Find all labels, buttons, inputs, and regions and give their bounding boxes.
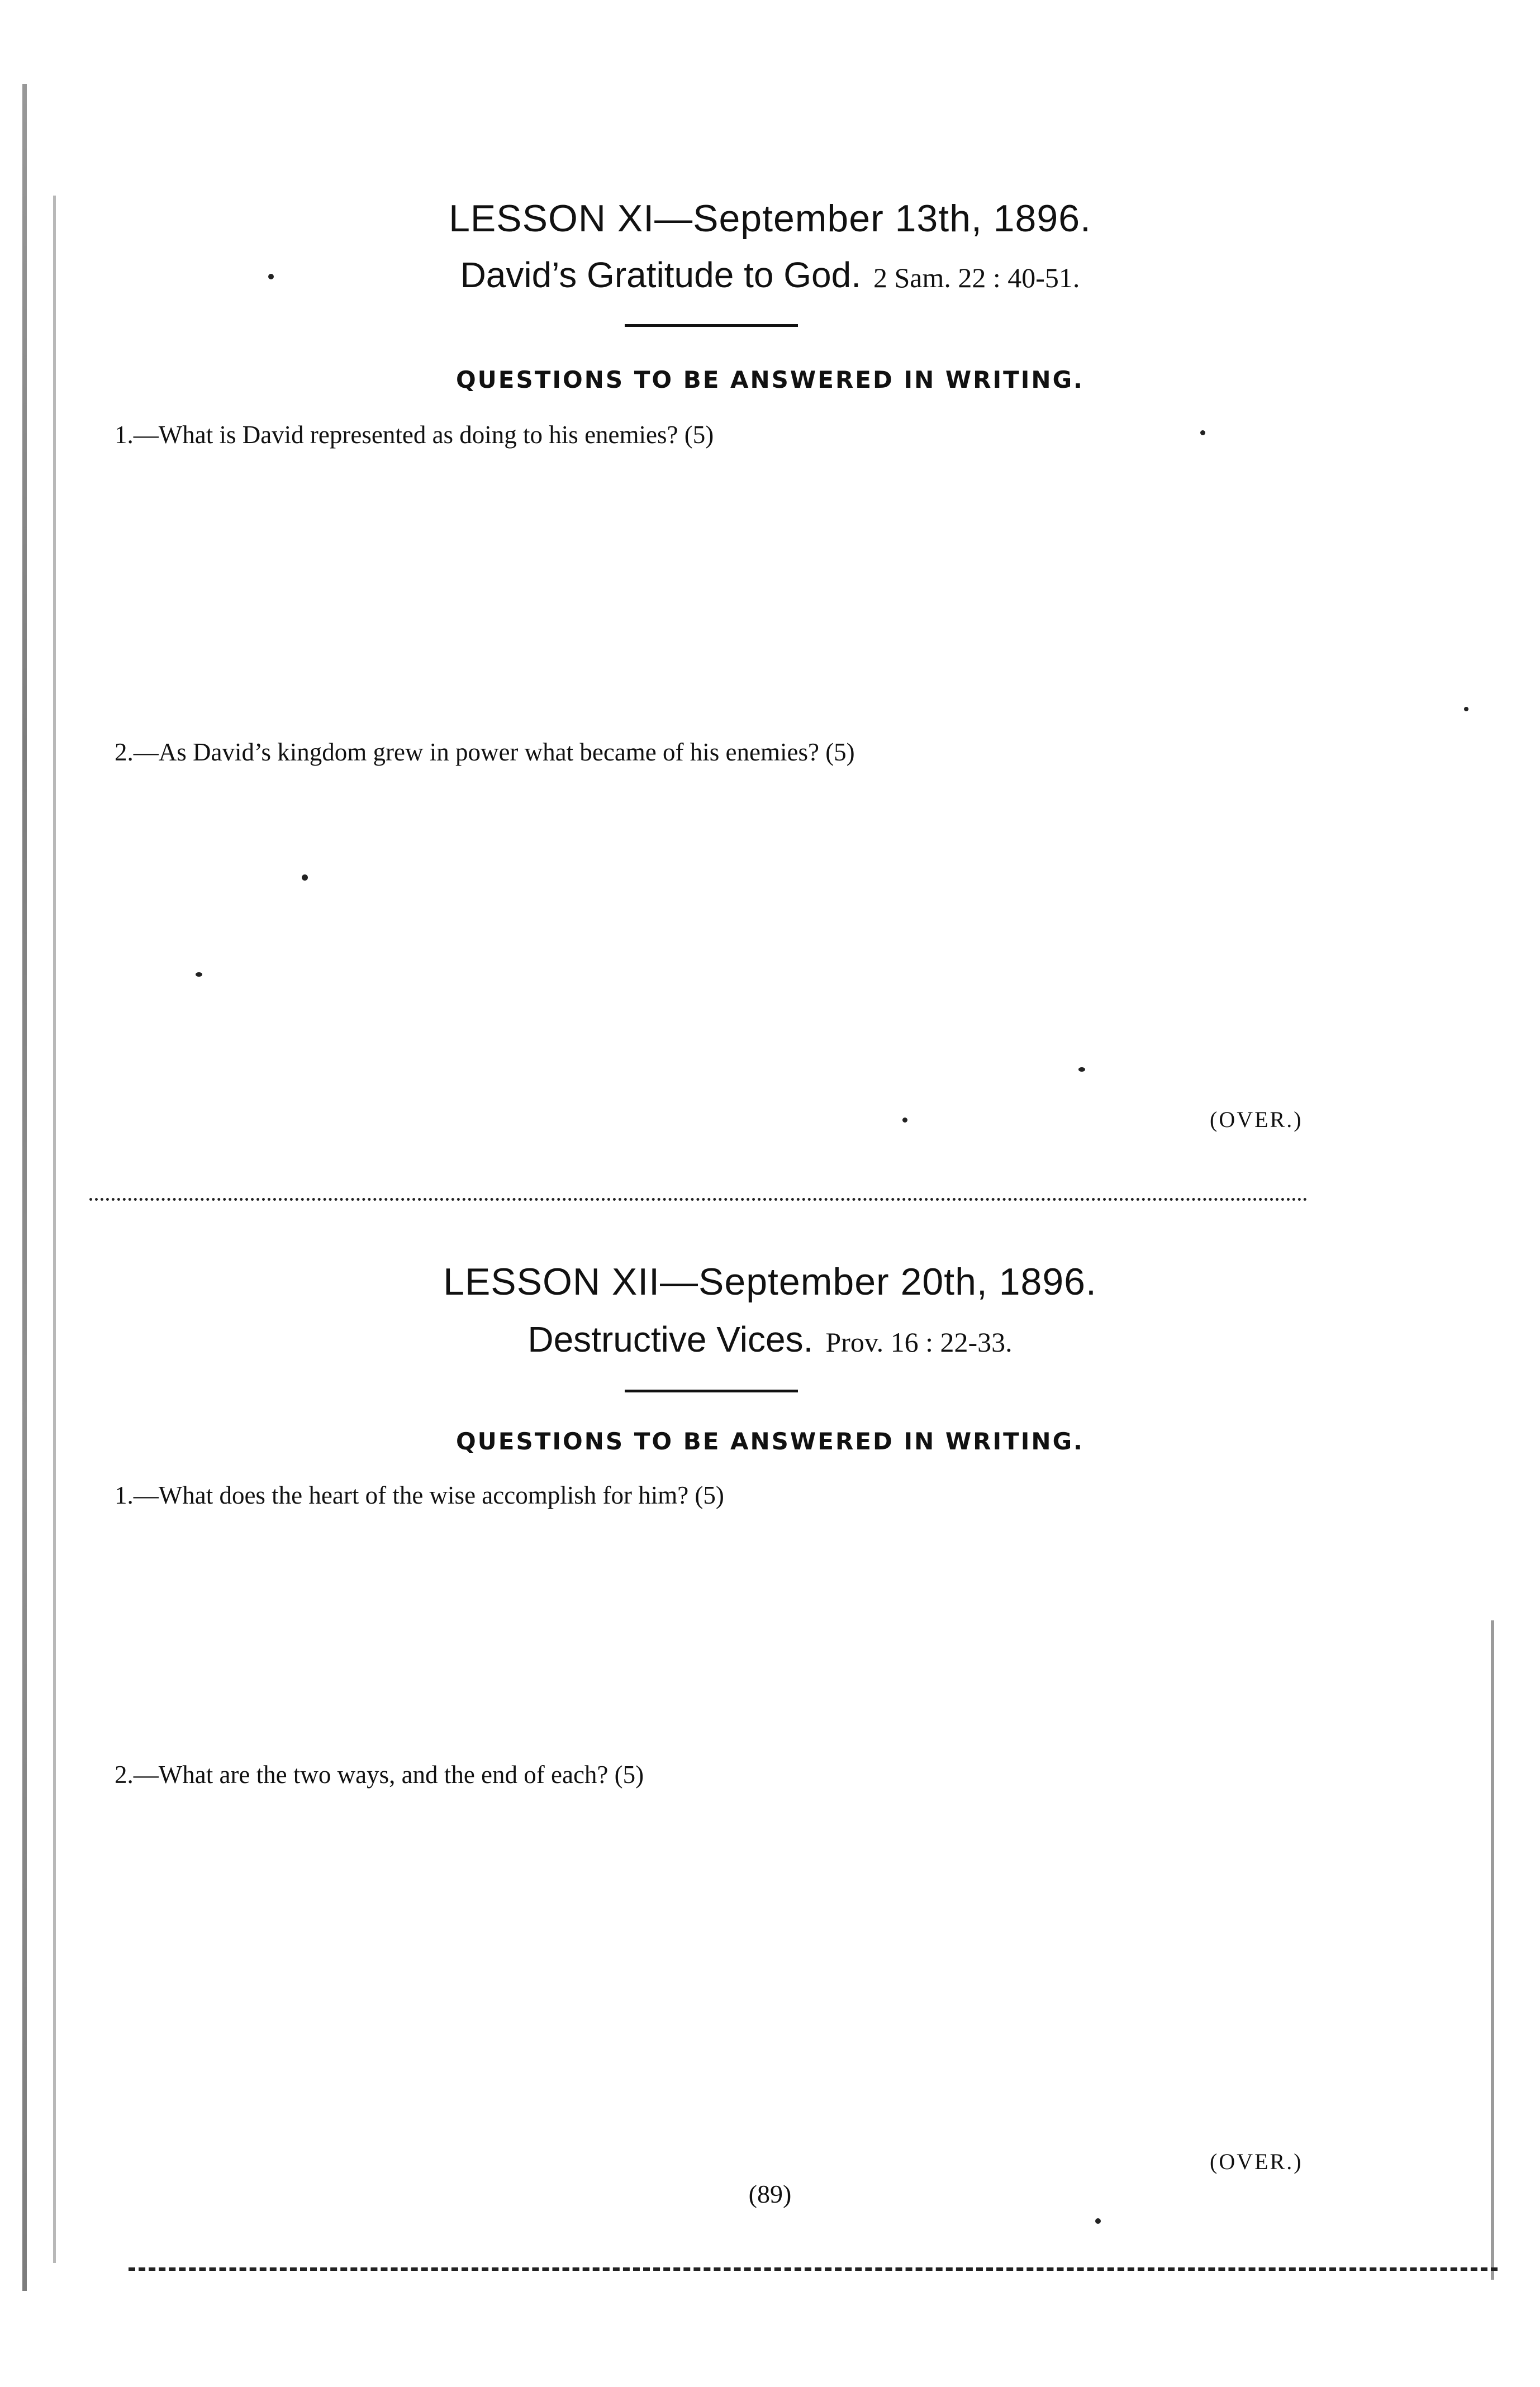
scripture-reference: 2 Sam. 22 : 40-51. <box>873 262 1080 293</box>
question-item: 2.—What are the two ways, and the end of each? (5) <box>115 1761 644 1789</box>
questions-heading: QUESTIONS TO BE ANSWERED IN WRITING. <box>455 1428 1085 1455</box>
scan-edge-left <box>22 84 27 2291</box>
lesson-subtitle <box>0 254 1540 296</box>
section-divider <box>89 1198 1308 1201</box>
speck <box>1095 2218 1101 2224</box>
questions-heading: QUESTIONS TO BE ANSWERED IN WRITING. <box>455 366 1085 393</box>
question-item: 1.—What does the heart of the wise accomplish for him? (5) <box>115 1481 724 1509</box>
speck <box>902 1118 907 1123</box>
lesson-subtitle <box>0 1319 1540 1361</box>
page-number: (89) <box>748 2180 792 2208</box>
question-item: 2.—As David’s kingdom grew in power what became of his enemies? (5) <box>115 738 855 766</box>
speck <box>1200 430 1205 435</box>
over-note: (OVER.) <box>1210 1107 1303 1132</box>
lesson-title: LESSON XI—September 13th, 1896. <box>449 197 1091 240</box>
speck <box>196 972 202 977</box>
lesson-topic: David’s Gratitude to God. <box>460 255 861 295</box>
scan-edge-fold <box>53 196 56 2263</box>
title-underline <box>625 1390 798 1392</box>
over-note: (OVER.) <box>1210 2149 1303 2174</box>
question-item: 1.—What is David represented as doing to his enemies? (5) <box>115 421 714 449</box>
speck <box>302 874 308 881</box>
speck <box>1464 707 1468 711</box>
bottom-rule <box>129 2267 1498 2271</box>
scripture-reference: Prov. 16 : 22-33. <box>825 1326 1013 1358</box>
speck <box>1078 1067 1085 1072</box>
lesson-topic: Destructive Vices. <box>527 1319 814 1359</box>
lesson-title: LESSON XII—September 20th, 1896. <box>443 1261 1097 1303</box>
title-underline <box>625 324 798 327</box>
